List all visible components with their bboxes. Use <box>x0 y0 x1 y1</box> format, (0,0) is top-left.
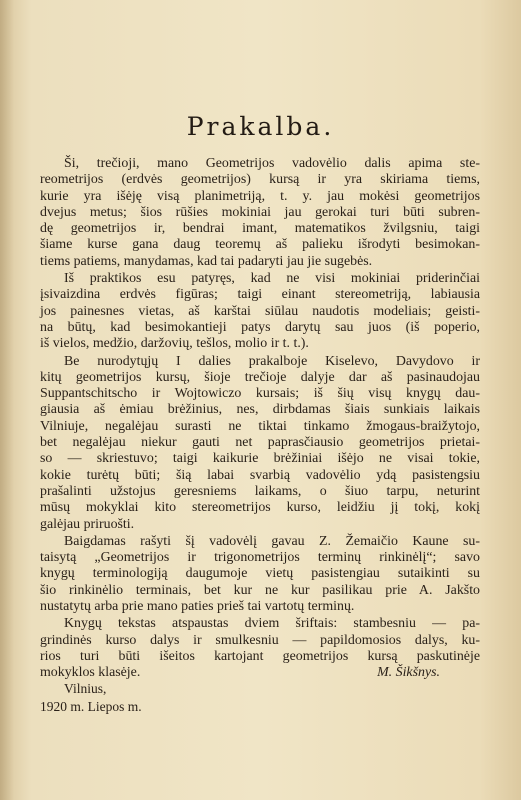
text-line: Vilniuje, negalėjau surasti ne tiktai tinkamo žmogaus-braižytojo, <box>40 418 480 434</box>
text-line: mūsų mokyklai kito stereometrijos kurso, leidžiu jį tokį, kokį <box>40 500 480 516</box>
text-line: įsivaizdina erdvės figūras; taigi einant stereometriją, labiausia <box>40 287 480 303</box>
page-title: Prakalba. <box>186 112 335 141</box>
text-line: mokyklos klasėje. <box>40 665 141 681</box>
text-line: knygų terminologiją daugumoje vietų pasistengiau sutaikinti su <box>40 566 480 582</box>
text-line: galėjau priruošti. <box>40 516 135 532</box>
text-line: prašalinti užstojus geresniems laikams, o šiuo tarpu, neturint <box>40 483 480 499</box>
text-line: so — skriestuvo; taigi kaikurie brėžiniai išėjo ne visai tokie, <box>40 451 480 467</box>
text-line: kokie turėtų būti; šią labai svarbią vadovėlio ydą pasistengsiu <box>40 467 480 483</box>
author-signature: M. Šikšnys. <box>377 665 440 681</box>
text-line: šio rinkinėlio terminais, bet kur ne kur pasilikau prie A. Jakšto <box>40 582 480 598</box>
text-line: Suppantschitscho ir Wojtowiczo kursais; iš šių visų knygų dau- <box>40 386 480 402</box>
text-line: tiems patiems, manydamas, kad tai padaryti jau jie sugebės. <box>40 253 373 269</box>
text-line: Baigdamas rašyti šį vadovėlį gavau Z. Žemaičio Kaune su- <box>64 533 480 549</box>
text-line: rios turi būti išeitos kartojant geometrijos kursą paskutinėje <box>40 648 480 664</box>
text-line: dvejus metus; šios rūšies mokiniai jau gerokai turi būti subren- <box>40 204 480 220</box>
text-line: Be nurodytųjų I dalies prakalboje Kiselevo, Davydovo ir <box>64 353 480 369</box>
text-line: na būtų, kad besimokantieji patys darytų sau juos (iš poperio, <box>40 319 480 335</box>
text-line: kurie yra išėję visą planimetriją, t. y. jau mokėsi geometrijos <box>40 188 480 204</box>
text-line: šiame kurse gana daug teoremų aš palieku išrodyti besimokan- <box>40 237 480 253</box>
text-line: kitų geometrijos kursų, šioje trečioje dalyje dar aš pasinaudojau <box>40 369 480 385</box>
text-line: Iš praktikos esu patyręs, kad ne visi mokiniai priderinčiai <box>64 271 480 287</box>
text-line: bet negalėjau niekur gauti net paprasčiausio geometrijos prietai- <box>40 435 480 451</box>
preface-text <box>40 156 480 682</box>
text-line: iš vielos, medžio, daržovių, tešlos, molio ir t. t.). <box>40 336 309 352</box>
text-line: reometrijos (erdvės geometrijos) kursą ir yra skiriama tiems, <box>40 172 480 188</box>
text-line: giausia aš ėmiau brėžinius, nes, dirbdamas šiais sunkiais laikais <box>40 402 480 418</box>
date-text: 1920 m. Liepos m. <box>40 699 142 714</box>
text-line: taisytą „Geometrijos ir trigonometrijos terminų rinkinėlį“; savo <box>40 550 480 566</box>
text-line: Ši, trečioji, mano Geometrijos vadovėlio dalis apima ste- <box>64 156 480 171</box>
text-line: grindinės kurso dalys ir smulkesniu — papildomosios dalys, ku- <box>40 632 480 648</box>
text-line: dę geometrijos ir, bendrai imant, matematikos žvilgsniu, taigi <box>40 221 480 237</box>
text-line: Knygų tekstas atspaustas dviem šriftais: stambesniu — pa- <box>64 616 480 632</box>
text-line: jos painesnes vietas, aš karštai siūlau naudotis modeliais; geisti- <box>40 303 480 319</box>
place-text: Vilnius, <box>64 681 107 696</box>
text-line: nustatytų arba prie mano paties prieš tai vartotų terminų. <box>40 599 355 615</box>
